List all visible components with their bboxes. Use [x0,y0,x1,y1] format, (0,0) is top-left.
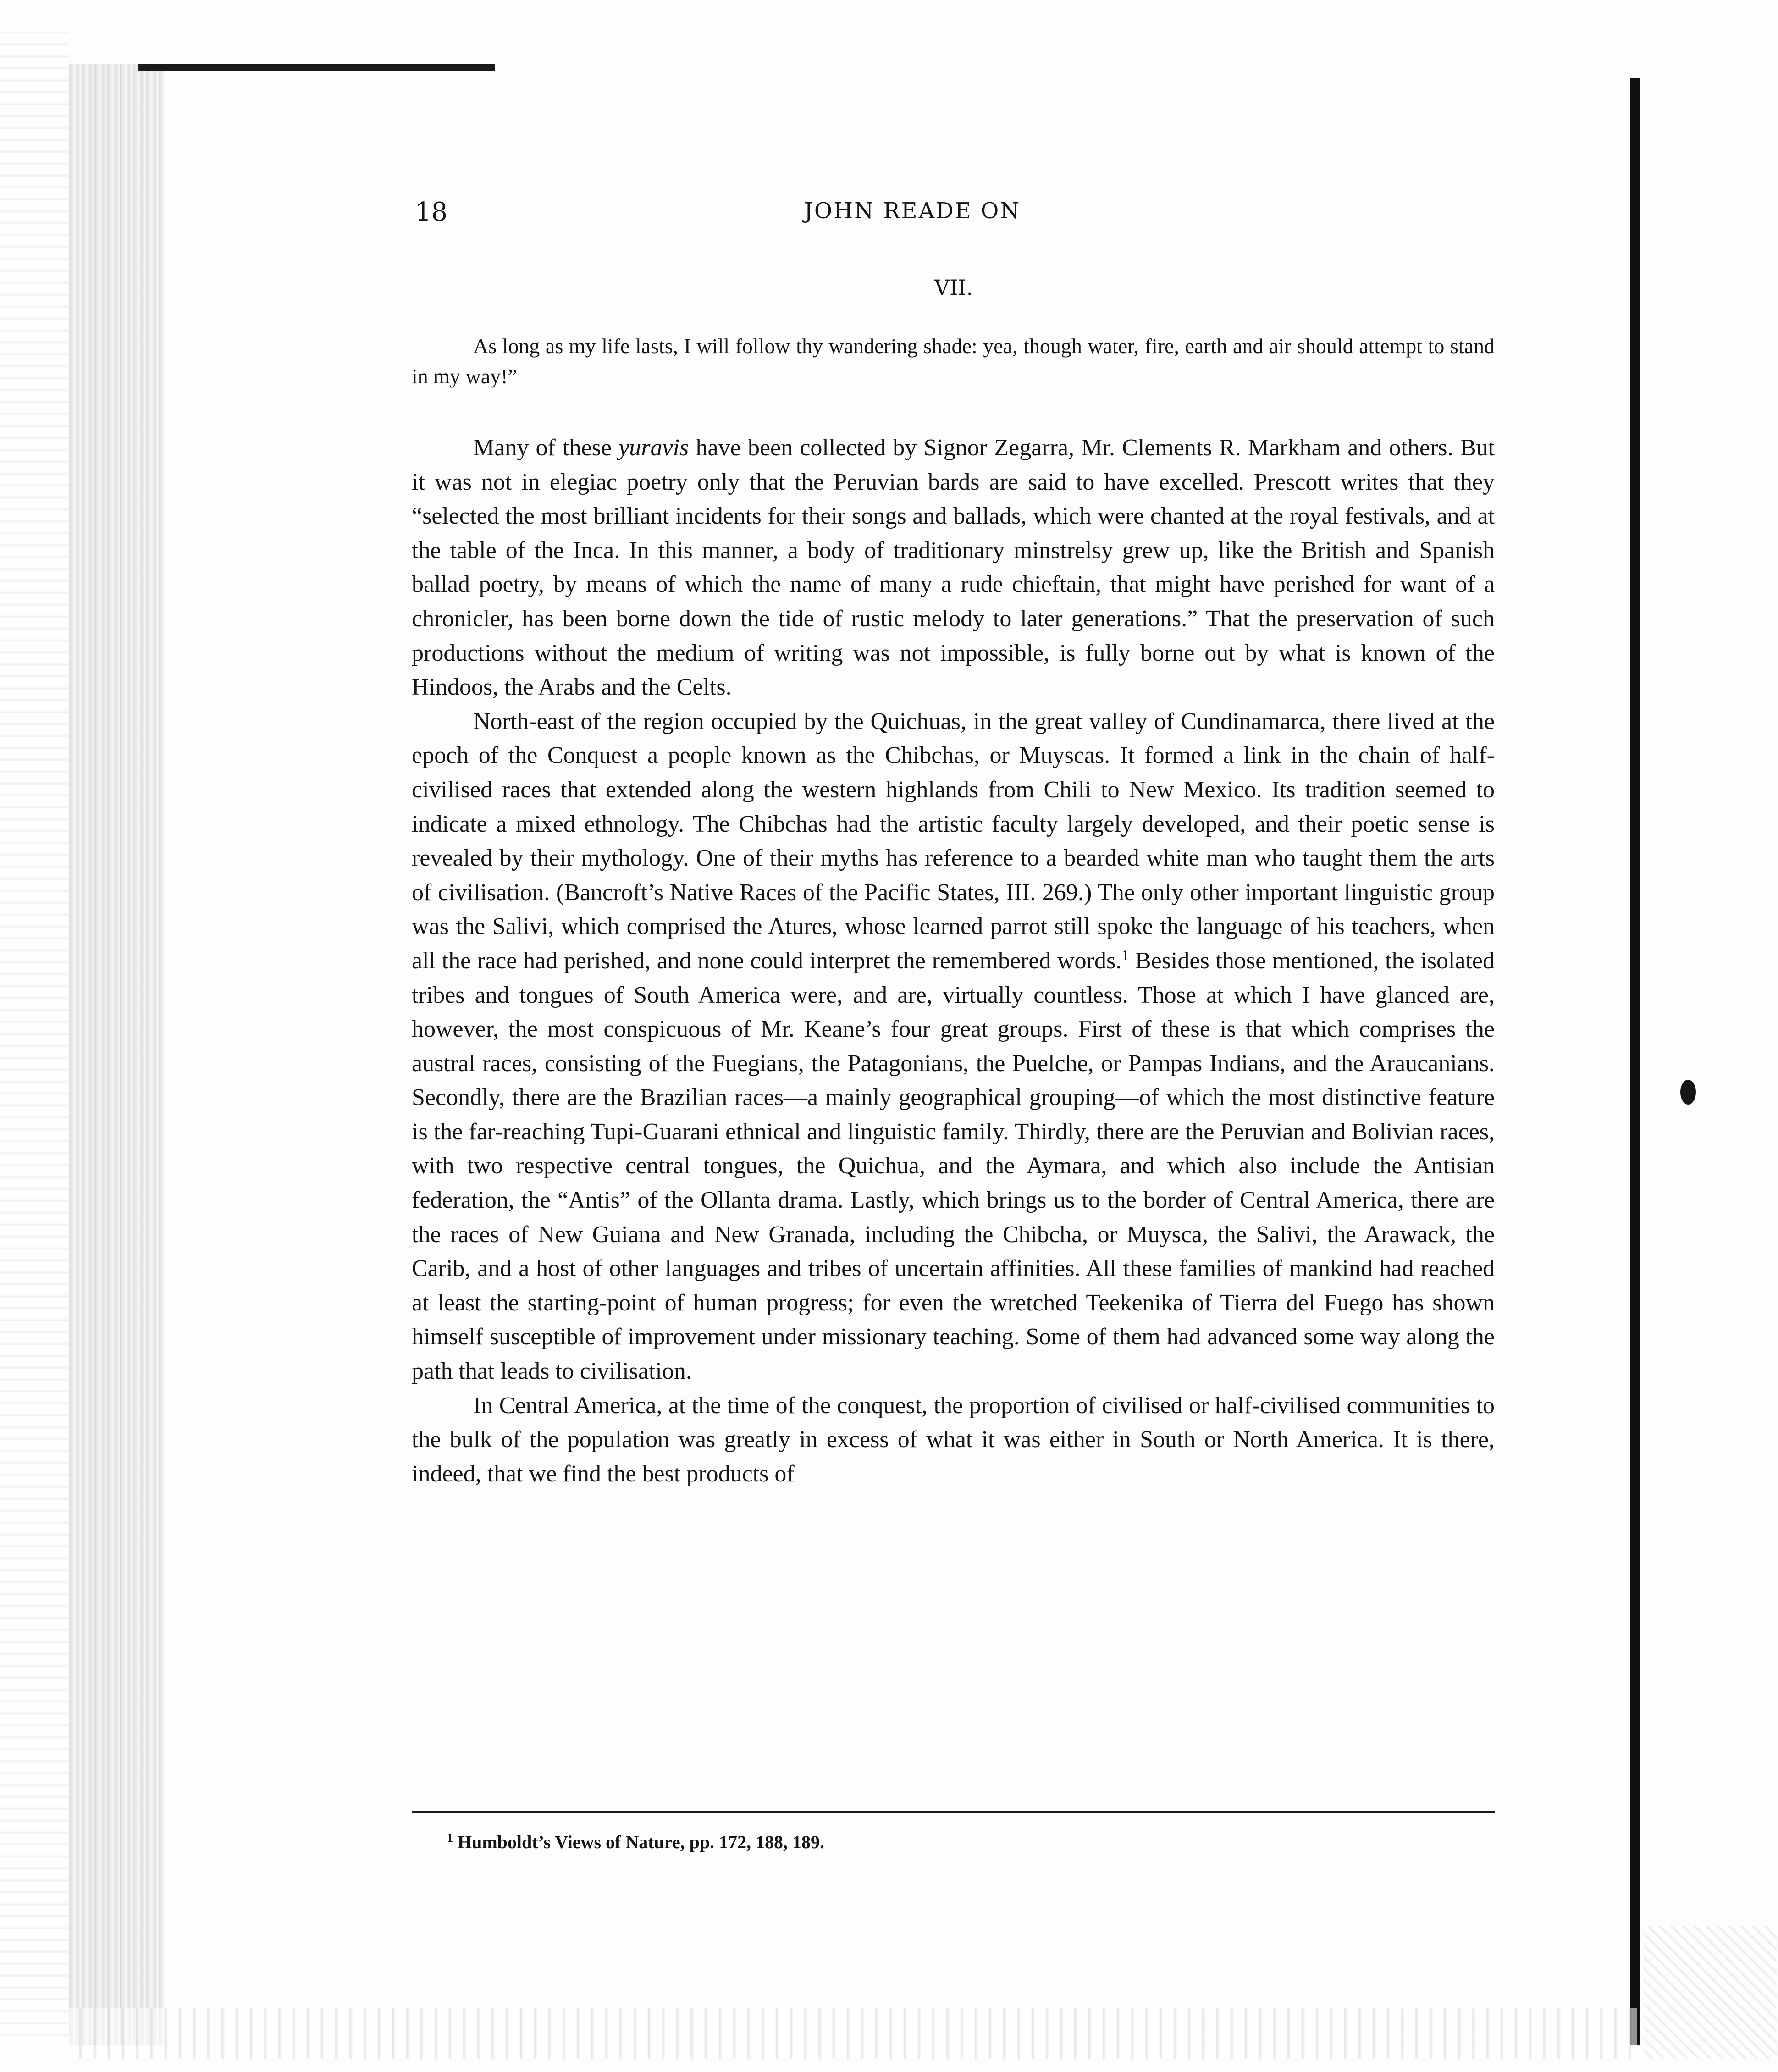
scan-binding-edge [69,64,165,2045]
scan-right-edge-bar [1630,78,1640,2045]
ink-blot [1680,1080,1696,1105]
footnote [447,1829,1456,1855]
paragraph-2-text-b: Besides those mentioned, the isolated tribes and tongues of South America were, and are, virtually countless. Those at which I have glanced are, however, the most conspicuous of Mr. Keane’s four great groups. First of these is that which comprises the austral races, consisting of the Fuegians, the Patagonians, the Puelche, or Pampas Indians, and the Araucanians. Secondly, there are the Brazilian races—a mainly geographical grouping—of which the most distinctive feature is the far-reaching Tupi-Guarani ethnical and linguistic family. Thirdly, there are the Peruvian and Bolivian races, with two respective central tongues, the Quichua, and the Aymara, and which also include the Antisian federation, the “Antis” of the Ollanta drama. Lastly, which brings us to the border of Central America, there are the races of New Guiana and New Granada, including the Chibcha, or Muysca, the Salivi, the Arawack, the Carib, and a host of other languages and tribes of uncertain affinities. All these families of mankind had reached at least the starting-point of human progress; for even the wretched Teekenika of Tierra del Fuego has shown himself susceptible of improvement under missionary teaching. Some of them had advanced some way along the path that leads to civilisation. [412,947,1495,1385]
scan-corner-speckle [1644,1926,1777,2059]
paragraph-3: In Central America, at the time of the conquest, the proportion of civilised or half-civilised communities to the bulk of the population was greatly in excess of what it was either in South or North America. It is there, indeed, that we find the best products of [412,1392,1495,1487]
scan-top-rule [138,64,495,71]
footnote-reference: 1 [1121,946,1129,963]
quotation-text: As long as my life lasts, I will follow thy wandering shade: yea, though water, fire, earth and air should attempt to stand in my way!” [412,334,1495,388]
footnote-text: Humboldt’s Views of Nature, pp. 172, 188, 189. [458,1832,825,1852]
italic-term: yuravis [618,435,689,461]
quotation-block [412,331,1495,392]
paragraph-2 [412,705,1495,1389]
body-text [412,431,1495,1491]
paragraph-1-text-a: Many of these [473,435,619,461]
footnote-rule [412,1811,1495,1813]
paragraph-1 [412,431,1495,705]
running-head: JOHN READE ON [804,198,1021,224]
section-numeral: VII. [934,275,973,300]
scan-margin-speckle [0,28,69,2045]
page-number: 18 [415,197,448,227]
paragraph-2-text-a: North-east of the region occupied by the Quichuas, in the great valley of Cundinamarca, there lived at the epoch of the Conquest a people known as the Chibchas, or Muyscas. It formed a link in the chain of half-civilised races that extended along the western highlands from Chili to New Mexico. Its tradition seemed to indicate a mixed ethnology. The Chibchas had the artistic faculty largely developed, and their poetic sense is revealed by their mythology. One of their myths has reference to a bearded white man who taught them the arts of civilisation. (Bancroft’s Native Races of the Pacific States, III. 269.) The only other important linguistic group was the Salivi, which comprised the Atures, whose learned parrot still spoke the language of his teachers, when all the race had perished, and none could interpret the remembered words. [412,708,1495,974]
footnote-marker: 1 [447,1831,453,1845]
paragraph-1-text-b: have been collected by Signor Zegarra, Mr. Clements R. Markham and others. But it was not in elegiac poetry only that the Peruvian bards are said to have excelled. Prescott writes that they “selected the most brilliant incidents for their songs and ballads, which were chanted at the royal festivals, and at the table of the Inca. In this manner, a body of traditionary minstrelsy grew up, like the British and Spanish ballad poetry, by means of which the name of many a rude chieftain, that might have perished for want of a chronicler, has been borne down the tide of rustic melody to later generations.” That the preservation of such productions without the medium of writing was not impossible, is fully borne out by what is known of the Hindoos, the Arabs and the Celts. [412,435,1495,701]
scan-bottom-speckle [69,2008,1637,2059]
